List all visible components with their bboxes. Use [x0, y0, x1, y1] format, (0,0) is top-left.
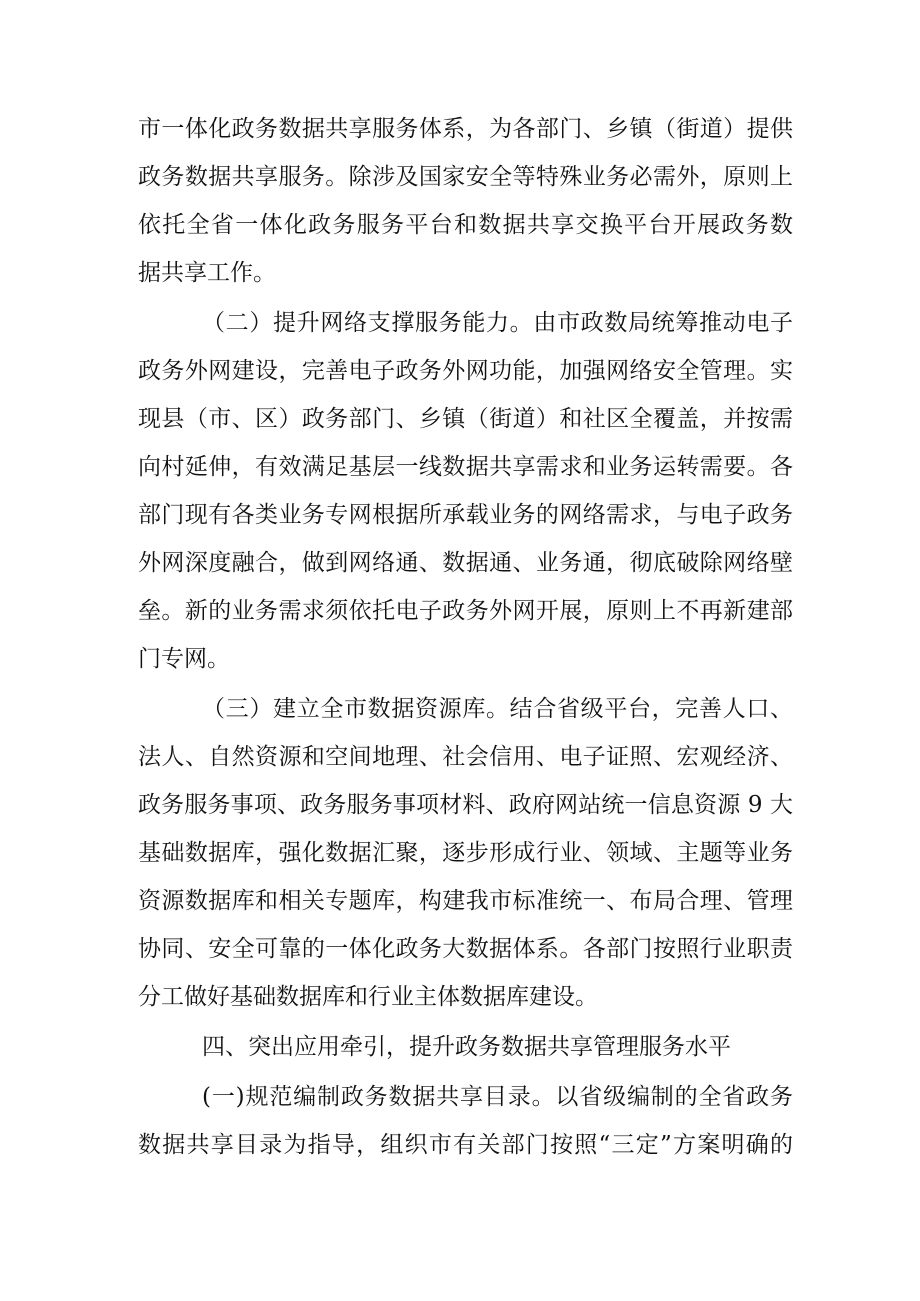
paragraph-line: 协同、安全可靠的一体化政务大数据体系。各部门按照行业职责 — [138, 936, 793, 962]
paragraph-line: 数据共享目录为指导，组织市有关部门按照“三定”方案明确的 — [138, 1132, 793, 1158]
paragraph-line: 现县（市、区）政务部门、乡镇（街道）和社区全覆盖，并按需 — [138, 406, 793, 432]
paragraph-line: 垒。新的业务需求须依托电子政务外网开展，原则上不再新建部 — [138, 598, 793, 624]
paragraph-line: 市一体化政务数据共享服务体系，为各部门、乡镇（街道）提供 — [138, 116, 793, 142]
paragraph-line: 基础数据库，强化数据汇聚，逐步形成行业、领域、主题等业务 — [138, 840, 793, 866]
paragraph-line: 政务外网建设，完善电子政务外网功能，加强网络安全管理。实 — [138, 358, 793, 384]
paragraph-line: 资源数据库和相关专题库，构建我市标准统一、布局合理、管理 — [138, 888, 793, 914]
paragraph-line: （二）提升网络支撑服务能力。由市政数局统筹推动电子 — [202, 310, 793, 336]
paragraph-line: 依托全省一体化政务服务平台和数据共享交换平台开展政务数 — [138, 212, 793, 238]
paragraph-line: 向村延伸，有效满足基层一线数据共享需求和业务运转需要。各 — [138, 454, 793, 480]
paragraph-line: 法人、自然资源和空间地理、社会信用、电子证照、宏观经济、 — [138, 744, 793, 770]
section-heading: 四、突出应用牵引，提升政务数据共享管理服务水平 — [202, 1034, 731, 1060]
paragraph-line: 门专网。 — [138, 646, 230, 672]
paragraph-line: 据共享工作。 — [138, 260, 276, 286]
paragraph-line: 分工做好基础数据库和行业主体数据库建设。 — [138, 984, 598, 1010]
paragraph-line: 部门现有各类业务专网根据所承载业务的网络需求，与电子政务 — [138, 502, 793, 528]
paragraph-line: （三）建立全市数据资源库。结合省级平台，完善人口、 — [202, 696, 793, 722]
paragraph-line: 政务数据共享服务。除涉及国家安全等特殊业务必需外，原则上 — [138, 164, 793, 190]
paragraph-line: (一)规范编制政务数据共享目录。以省级编制的全省政务 — [202, 1084, 793, 1110]
paragraph-line: 外网深度融合，做到网络通、数据通、业务通，彻底破除网络壁 — [138, 550, 793, 576]
paragraph-line: 政务服务事项、政务服务事项材料、政府网站统一信息资源 9 大 — [138, 792, 793, 818]
